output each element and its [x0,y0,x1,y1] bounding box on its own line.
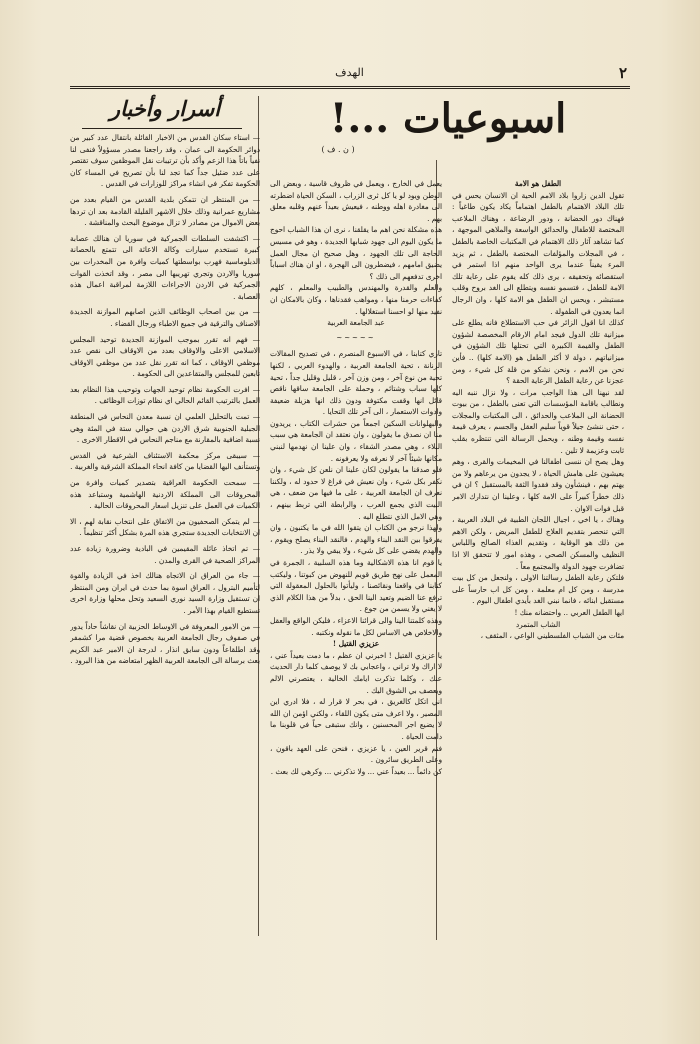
section-heading: عزيزي القتيل ! [332,639,380,649]
news-item: — تمت بالتحليل العلمي ان نسبة معدن النحاس في المنطقة الجبلية الجنوبية شرق الاردن هي حوالي ستة في المئة وهي نسبة اضافية بالمقارنة مع مناجم النحاس في الاقطار الاخرى . [70,412,260,445]
article-paragraph: مئات من الشباب الفلسطيني الواعي ، المثقف ، [480,631,624,641]
newspaper-name: الهدف [335,66,364,79]
news-item: — من بين اصحاب الوظائف الذين اصابهم الموازنة الجديدة الاصناف والترقية في جميع الاطباء ورجال القضاء . [70,307,260,328]
news-item: — فهم انه تقرر بموجب الموازنة الجديدة توحيد المجلس الاسلامي الاعلى والاوقاف بعدد من الاوقاف الى نقص عدد موظفي الاوقاف ، كما انه تقرر نقل عدد من موظفي الاوقاف تابعين للمجلس والمتقاعدين الى الحكومة . [70,334,260,379]
page-number: ٢ [618,64,627,82]
article-paragraph: كن دائماً ... بعيداً عني ... ولا تذكرني ... وكرهي لك بعث . [270,766,442,776]
article-paragraph: لقد نبهنا الى هذا الواجب مرات ، ولا نزال ننبه اليه ونطالب باقامة المؤسسات التي تعنى بالطفل ، من بيوت الحضانة الى الملاعب والحدائق ، الى المكتبات والمجلات ، حتى ننشئ جيلاً قوياً سليم العقل والجسم ، يعرف قيمة نفسه وقيمة وطنه ، ويحمل الرسالة التي تنتظره بقلب ثابت وعزيمة لا تلين . [452,387,624,455]
news-item: — اكتشفت السلطات الجمركية في سوريا ان هنالك عصابة كبيرة تستخدم سيارات وكالة الاعاثة الى تتمتع بالحصانة الدبلوماسية فهرب بواسطتها كميات وافرة من المخدرات بين سوريا والاردن وتجري تهريبها الى مصر ، وقد اتخذت القوات الجمركية في الاردن الاجراءات اللازمة لمراقبة اعمال هذه العصابة . [70,233,260,301]
article-paragraph: وهذه كلمتنا الينا والى قرائنا الاعزاء ، فليكن الواقع والعقل والاخلاص هي الاساس لكل ما نقوله ونكتبه . [270,615,442,637]
article-paragraph: فنم قرير العين ، يا عزيزي ، فنحن على العهد باقون ، وعلى الطريق سائرون . [270,743,442,765]
article-paragraph: فلتكن رعاية الطفل رسالتنا الاولى ، ولنجعل من كل بيت مدرسة ، ومن كل ام معلمة ، ومن كل اب حارساً على مستقبل ابنائه ، فانما نبني الغد بأيدي اطفال اليوم . [452,573,624,606]
section-ornament: ~~~~~ [336,333,376,342]
article-paragraph: ولهذا نرجو من الكتاب ان يتقوا الله في ما يكتبون ، وان يفرقوا بين النقد البناء والهدم ، فالنقد البناء يصلح ويقوم ، والهدم يقضي على كل شيء ، ولا يبقي ولا يذر . [270,523,442,556]
article-paragraph: وهناك ، يا اخي ، اجيال اللجان الطبية في البلاد العربية ، التي تنحصر بتقديم العلاج للطفل المريض ، ولكن الاهم من ذلك هو الوقاية ، وتقديم الغذاء الصالح واللباس النظيف والمسكن الصحي ، وهذه امور لا تتحقق الا اذا تضافرت جهود الدولة والمجتمع معاً . [452,515,624,571]
article-paragraph: والبهلوانات السكين اجمعاً من حشرات الكتاب ، يريدون منا ان نصدق ما يقولون ، وان نعتقد ان الجامعة هي سبب البلاء ، وهي مصدر الشقاء ، وان علينا ان نهدمها لنبني مكانها شيئاً آخر لا نعرفه ولا يعرفونه . [270,418,442,463]
news-item: — جاء من العراق ان الاتجاه هنالك اخذ في الزيادة والقوة لتأميم البترول ، العراق اسوة بما حدث في ايران ومن المنتظر ان تستقيل وزارة السيد نوري السعيد وتحل محلها وزارة اخرى تستطيع القيام بهذا الأمر . [70,571,260,615]
article-column-middle [270,178,442,933]
news-item: — افرت الحكومة نظام توحيد الجهات وتوحيب هذا النظام بعد العمل بالترتيب القائم الحالي اي نظام توزات الوظائف . [70,384,260,406]
news-column-left [70,132,260,932]
article-byline: ( ن . ف ) [321,145,355,154]
section-signature: عبد الجامعة العربية [327,318,385,328]
article-paragraph: يا عزيزي القتيل ! اخبرني ان عظم ، ما دمت بعيداً عني ، لا اراك ولا تراني ، واعجابي بك لا يوصف كلما دار الحديث عنك ، وكلما تذكرت ايامك الخالية ، يعتصرني الالم ويعصف بي الشوق اليك . [270,650,442,695]
article-column-right [452,178,624,978]
side-column-title: أسرار وأخبار [109,96,221,121]
article-paragraph: تاري كتابنا ، في الاسبوع المنصرم ، في تصديح المقالات الرنانة ، تحية الجامعة العربية ، والهدوء العربي ، لكنها تحية من نوع آخر ، ومن وزن آخر ، قليل وقليل جداً ، تحية كلها سباب وشتائم ، وحملة على الجامعة ساقها ناقص قائل انها وقفت مكتوفة ودون ذلك انها هزيلة ضعيفة وادوات الاستعمار ، الى آخر تلك التحايا . [270,349,442,417]
news-item: — سيبقى مركز محكمة الاستئناف الشرعية في القدس وتستأنف اليها القضايا من كافة انحاء المملكة الشرقية والغربية . [70,450,260,472]
article-paragraph: وهل يصح ان ننسى اطفالنا في المخيمات والقرى ، وهم يعيشون على هامش الحياة ، لا يجدون من يرعاهم ولا من يهتم بهم ، فينشأون وقد فقدوا الثقة بالمستقبل ؟ ان في ذلك خطراً كبيراً على الامة كلها ، وعلينا ان نتدارك الامر قبل فوات الاوان . [452,457,624,513]
news-item: — لم يتمكن الصحفيون من الاتفاق على انتخاب نقابة لهم ، الا ان الانتخابات الجديدة ستجري هذه المرة بشكل أكثر تنظيماً . [70,516,260,538]
news-item: — استاء سكان القدس من الاخبار القائلة بانتقال عدد كبير من دوائر الحكومة الى عمان ، وقد راجعنا مصدر مسؤولاً فنفى لنا نفياً باتاً هذا الزعم وأكد بأن ترتيبات نقل الموظفين سوف تقتصر على عدد ضئيل جداً كما تجد لنا بأن تصريح في المساء كان الحكومة تفكر في انشاء مراكز للوزارات في القدس . [70,133,260,189]
news-item: — سمحت الحكومة العراقية بتصدير كميات وافرة من المحروقات الى المملكة الاردنية الهاشمية وستباعد هذه الكميات في العمل على تنزيل اسعار المحروقات الحالية . [70,478,260,511]
news-item: — تم اتخاذ عائلة المقيمين في البادية وضرورة زيادة عدد المراكز الصحية في القرى والمدن . [70,544,260,565]
article-paragraph: كذلك انا اقول الزائر في حب الاستطلاع فانه يطلع على ميزانية تلك الدول فيجد امام الارقام المخصصة لشؤون الطفل والقيمة الكبيرة التي تحتلها تلك الشؤون في ميزانياتهم ، دولة لا أكثر الطفل هو (الامة كلها) .. فأين نحن من الامم ، ونحن نشكو من قلة كل شيء ، ومن عجزنا عن رعاية الطفل الرعاية الحقة ؟ [452,318,624,386]
header-rule-thin [70,88,630,89]
article-headline: اسبوعيات ...! [329,95,567,142]
article-paragraph: يا قوم انا هذه الاشكالية وما هذه السلبية ، الجمرة في المعمل على نهج طريق قويم للنهوض من كبوتنا ، وليكتب كتابنا في واقعنا ونقائصنا ، وليأتوا بالحلول المعقولة التي ترفع عنا الضيم وتعيد الينا الحق ، بدلاً من هذا الكلام الذي لا يغني ولا يسمن من جوع . [270,558,442,614]
news-item: — من المنتظر ان تتمكن بلدية القدس من القيام بعدد من مشاريع عمرانية وذلك خلال الاشهر القليلة القادمة بعد ان تردها بعض الاموال من مصادر لا تزال موضوع البحث والمناقشة . [70,194,260,228]
article-paragraph: والعلم والقدرة والمهندس والطبيب والمعلم ، كلهم كفاءات حرمنا منها ، ومواهب فقدناها ، وكان بالامكان ان نفيد منها لو احسنا استغلالها . [270,283,442,316]
article-paragraph: يعمل في الخارج ، ويعمل في ظروف قاسية ، وبعض الى الوطن ويود لو يا كل ثرى الزراب ، السكن الحياة اضطرته الى مغادرة اهله ووطنه ، فيعيش بعيداً عنهم وقلبه معلق بهم . [270,179,442,223]
page-header [72,66,627,84]
article-paragraph: فلو صدقنا ما يقولون لكان علينا ان نلعن كل شيء ، وان نكفر بكل شيء ، وان نعيش في فراغ لا حدود له ، ولكننا نعرف ان الجامعة العربية ، على ما فيها من ضعف ، هي البيت الذي يجمع العرب ، والرابطة التي تربط بينهم ، وهي الامل الذي نتطلع اليه . [270,465,442,521]
section-signature: الشاب المتمرد [515,619,561,629]
header-rule [70,86,630,87]
article-paragraph: اني اتكل كالغريق ، في بحر لا قرار له ، فلا ادري اين المصير ، ولا اعرف متى يكون اللقاء ، ولكني اؤمن ان الله لا يضيع اجر المحسنين ، وانك ستبقى حياً في قلوبنا ما دامت الحياة . [270,697,442,741]
article-paragraph: تقول الدين زاروا بلاد الامم الحية ان الانسان يحس في تلك البلاد الاهتمام بالطفل اهتماماً يكاد يكون طاغياً : فهناك دور الحضانة ، ودور الرضاعة ، وهناك الملاعب المختصة للاطفال والحدائق الواسعة والملاهي الموجهة ، كما تشاهد آثار ذلك الاهتمام في المكتبات الخاصة بالطفل ، في المجلات والمؤلفات المختصة بالطفل ، ثم يزيد المرء يقيناً عندما يرى الواحد منهم اذا استمر في استقصائه وتحقيقه ، يرى ذلك كله يقوم على رعاية تلك الامة للطفل ، فتسمو نفسه ويتطلع الى الغد بروح وقلب مستبشر ، ويحس ان الطفل هو الامة كلها ، وان الرجال انما يعدون في الطفولة . [452,190,624,316]
news-item: — من الامور المعروفة في الاوساط الحزبية ان نقاشاً حاداً يدور في صفوف رجال الجامعة العربية بخصوص قضية مرا كشمفر وقد اطلقاعاً ودون سابق انذار ، لدرجة ان الامير عبد الكريم بعث برسالة الى الجامعة العربية الظهر امتعاضه من هذا البرود . [70,621,260,666]
article-paragraph: ايها الطفل العربي .. واحتضانه منك ! [514,607,624,617]
section-heading: الطفل هو الامة [514,179,562,188]
article-paragraph: هذه مشكلة نحن اهم ما يقلقنا ، نرى ان هذا الشباب احوج ما يكون اليوم الى جهود شبابها الجديدة ، وهو في مسيس الحاجة الى تلك الجهود ، وهل صحيح ان مجال العمل يضيق امامهم ، فيضطرون الى الهجرة ، او ان هناك اسباباً اخرى تدفعهم الى ذلك ؟ [270,225,442,281]
side-title-rule [82,128,242,129]
